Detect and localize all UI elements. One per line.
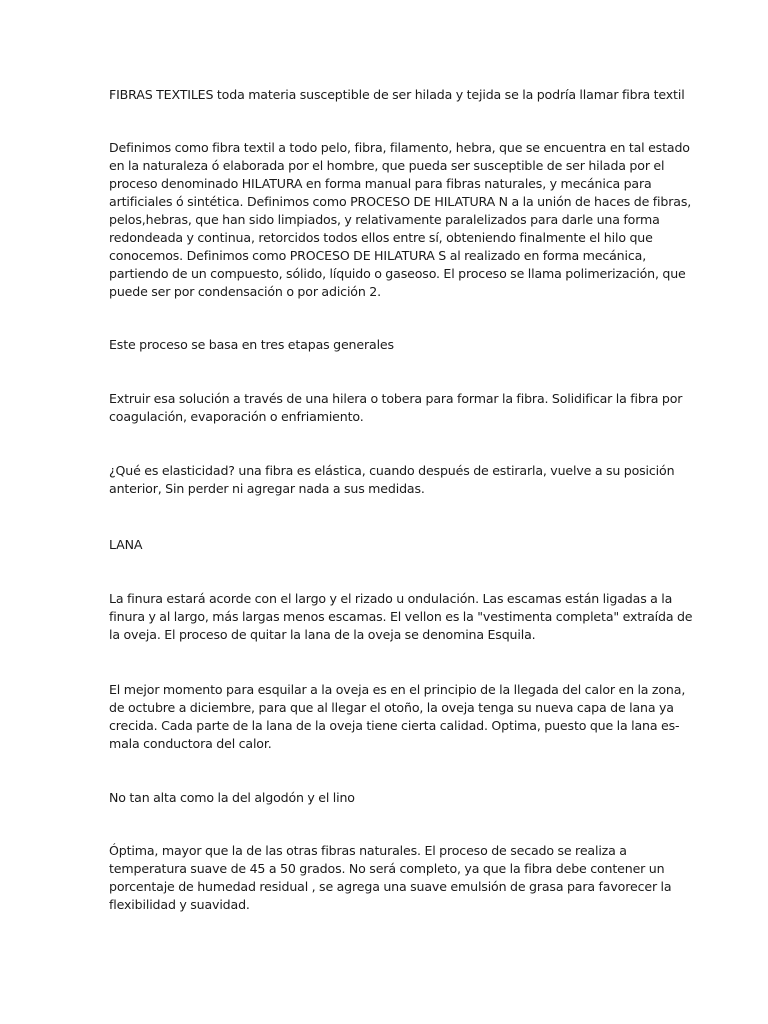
text-line: la oveja. El proceso de quitar la lana de la oveja se denomina Esquila. [109, 627, 536, 642]
text-line: LANA [109, 537, 143, 552]
paragraph-optima-secado [109, 842, 672, 914]
text-line: Definimos como fibra textil a todo pelo, fibra, filamento, hebra, que se encuentra en tal estado [109, 140, 690, 155]
text-line: artificiales ó sintética. Definimos como PROCESO DE HILATURA N a la unión de haces de fibras, [109, 194, 692, 209]
text-line: temperatura suave de 45 a 50 grados. No será completo, ya que la fibra debe contener un [109, 861, 665, 876]
text-line: flexibilidad y suavidad. [109, 897, 250, 912]
text-line: porcentaje de humedad residual , se agrega una suave emulsión de grasa para favorecer la [109, 879, 672, 894]
paragraph-extruir [109, 390, 683, 426]
paragraph-elasticidad [109, 462, 675, 498]
text-line: anterior, Sin perder ni agregar nada a sus medidas. [109, 481, 425, 496]
text-line: No tan alta como la del algodón y el lino [109, 790, 355, 805]
text-line: Óptima, mayor que la de las otras fibras naturales. El proceso de secado se realiza a [109, 843, 627, 858]
text-line: puede ser por condensación o por adición 2. [109, 284, 381, 299]
paragraph-title-fibras-textiles [109, 86, 685, 104]
text-line: pelos,hebras, que han sido limpiados, y relativamente paralelizados para darle una forma [109, 212, 660, 227]
text-line: de octubre a diciembre, para que al llegar el otoño, la oveja tenga su nueva capa de lana ya [109, 700, 674, 715]
text-line: en la naturaleza ó elaborada por el hombre, que pueda ser susceptible de ser hilada por el [109, 158, 665, 173]
text-line: Este proceso se basa en tres etapas generales [109, 337, 394, 352]
text-line: coagulación, evaporación o enfriamiento. [109, 409, 364, 424]
text-line: crecida. Cada parte de la lana de la oveja tiene cierta calidad. Optima, puesto que la lana es- [109, 718, 680, 733]
text-line: mala conductora del calor. [109, 736, 272, 751]
text-line: proceso denominado HILATURA en forma manual para fibras naturales, y mecánica para [109, 176, 652, 191]
paragraph-esquilar [109, 681, 686, 753]
text-line: FIBRAS TEXTILES toda materia susceptible de ser hilada y tejida se la podría llamar fibra textil [109, 87, 685, 102]
paragraph-finura [109, 590, 693, 644]
text-line: ¿Qué es elasticidad? una fibra es elástica, cuando después de estirarla, vuelve a su posición [109, 463, 675, 478]
text-line: redondeada y continua, retorcidos todos ellos entre sí, obteniendo finalmente el hilo que [109, 230, 653, 245]
text-line: Extruir esa solución a través de una hilera o tobera para formar la fibra. Solidificar la fibra por [109, 391, 683, 406]
paragraph-definicion-fibra [109, 139, 692, 301]
paragraph-algodon-lino [109, 789, 661, 807]
text-line: El mejor momento para esquilar a la oveja es en el principio de la llegada del calor en la zona, [109, 682, 686, 697]
paragraph-etapas [109, 336, 661, 354]
text-line: conocemos. Definimos como PROCESO DE HILATURA S al realizado en forma mecánica, [109, 248, 647, 263]
text-line: La finura estará acorde con el largo y el rizado u ondulación. Las escamas están ligadas a la [109, 591, 673, 606]
heading-lana [109, 536, 661, 554]
text-line: finura y al largo, más largas menos escamas. El vellon es la "vestimenta completa" extraída de [109, 609, 693, 624]
text-line: partiendo de un compuesto, sólido, líquido o gaseoso. El proceso se llama polimerización, que [109, 266, 686, 281]
